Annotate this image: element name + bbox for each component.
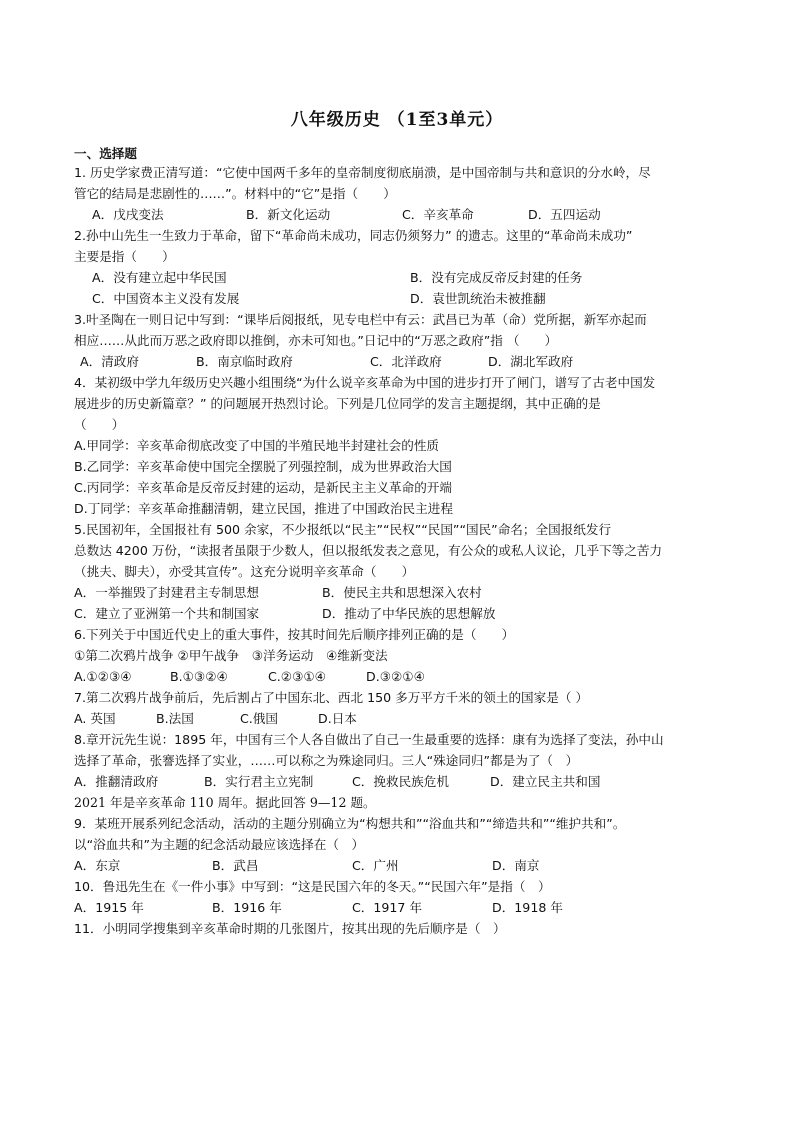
question-1-option-c: C．辛亥革命 bbox=[402, 207, 474, 222]
question-6-option-b: B.①③②④ bbox=[170, 669, 228, 684]
question-4-option-a: A.甲同学：辛亥革命彻底改变了中国的半殖民地半封建社会的性质 bbox=[74, 438, 440, 453]
question-6-option-d: D.③②①④ bbox=[366, 669, 425, 684]
question-6-stem-line-1: 6.下列关于中国近代史上的重大事件，按其时间先后顺序排列正确的是（ ） bbox=[74, 627, 515, 642]
question-5-option-c: C．建立了亚洲第一个共和制国家 bbox=[74, 606, 260, 621]
question-5-stem-line-2: 总数达 4200 万份，“读报者虽限于少数人，但以报纸发表之意见，有公众的或私人议论，几乎下等之苦力 bbox=[74, 543, 663, 558]
question-7-option-d: D.日本 bbox=[318, 711, 357, 726]
question-7-option-a: A. 英国 bbox=[74, 711, 116, 726]
question-6-option-a: A.①②③④ bbox=[74, 669, 132, 684]
question-6-option-c: C.②③①④ bbox=[268, 669, 326, 684]
question-10-option-c: C．1917 年 bbox=[352, 900, 423, 915]
question-4-option-b: B.乙同学：辛亥革命使中国完全摆脱了列强控制，成为世界政治大国 bbox=[74, 459, 452, 474]
question-3-option-b: B．南京临时政府 bbox=[196, 354, 293, 369]
question-10-option-b: B．1916 年 bbox=[212, 900, 282, 915]
question-5-option-d: D．推动了中华民族的思想解放 bbox=[322, 606, 496, 621]
question-4-stem-line-2: 展进步的历史新篇章？” 的问题展开热烈讨论。下列是几位同学的发言主题提纲，其中正确的是 bbox=[74, 396, 601, 411]
question-7-option-b: B.法国 bbox=[156, 711, 194, 726]
question-3-stem-line-2: 相应……从此而万恶之政府即以推倒，亦未可知也。”日记中的“万恶之政府”指 （ ） bbox=[74, 333, 558, 348]
question-8-option-b: B．实行君主立宪制 bbox=[204, 774, 314, 789]
question-2-option-c: C．中国资本主义没有发展 bbox=[92, 291, 240, 306]
question-8-stem-line-1: 8.章开沅先生说：1895 年，中国有三个人各自做出了自己一生最重要的选择：康有为选择了变法，孙中山 bbox=[74, 732, 664, 747]
question-1-stem-line-1: 1. 历史学家费正清写道：“它使中国两千多年的皇帝制度彻底崩溃，是中国帝制与共和意识的分水岭，尽 bbox=[74, 165, 651, 180]
question-9-option-c: C．广州 bbox=[352, 858, 399, 873]
question-8-stem-line-2: 选择了革命，张謇选择了实业，……可以称之为殊途同归。三人“殊途同归”都是为了（ ） bbox=[74, 753, 579, 768]
question-7-stem-line-1: 7.第二次鸦片战争前后，先后割占了中国东北、西北 150 多万平方千米的领土的国家是（ ） bbox=[74, 690, 589, 705]
question-1-option-b: B．新文化运动 bbox=[246, 207, 331, 222]
question-3-option-c: C．北洋政府 bbox=[370, 354, 442, 369]
question-8-option-a: A．推翻清政府 bbox=[74, 774, 159, 789]
question-2-stem-line-2: 主要是指（ ） bbox=[74, 249, 175, 264]
question-1-stem-line-2: 管它的结局是悲剧性的……”。材料中的“它”是指（ ） bbox=[74, 186, 396, 201]
question-1-option-a: A．戊戌变法 bbox=[92, 207, 164, 222]
question-5-option-b: B．使民主共和思想深入农村 bbox=[322, 585, 482, 600]
question-9-option-a: A．东京 bbox=[74, 858, 121, 873]
question-8-option-c: C．挽救民族危机 bbox=[352, 774, 449, 789]
question-2-option-a: A．没有建立起中华民国 bbox=[92, 270, 227, 285]
question-4-option-d: D.丁同学：辛亥革命推翻清朝，建立民国，推进了中国政治民主进程 bbox=[74, 501, 453, 516]
group-intro: 2021 年是辛亥革命 110 周年。据此回答 9—12 题。 bbox=[74, 795, 376, 810]
question-7-option-c: C.俄国 bbox=[240, 711, 278, 726]
question-2-stem-line-1: 2.孙中山先生一生致力于革命，留下“革命尚未成功，同志仍须努力” 的遗志。这里的“革命尚未成功” bbox=[74, 228, 633, 243]
question-9-stem-line-2: 以“浴血共和”为主题的纪念活动最应该选择在（ ） bbox=[74, 837, 365, 852]
question-2-option-b: B．没有完成反帝反封建的任务 bbox=[410, 270, 583, 285]
question-10-stem-line-1: 10．鲁迅先生在《一件小事》中写到：“这是民国六年的冬天。”“民国六年”是指（ ） bbox=[74, 879, 551, 894]
question-10-option-d: D．1918 年 bbox=[492, 900, 563, 915]
question-9-option-d: D．南京 bbox=[492, 858, 540, 873]
question-3-stem-line-1: 3.叶圣陶在一则日记中写到：“课毕后阅报纸，见专电栏中有云：武昌已为革（命）党所据，新军亦起而 bbox=[74, 312, 647, 327]
question-5-stem-line-1: 5.民国初年，全国报社有 500 余家，不少报纸以“民主”“民权”“民国”“国民”命名；全国报纸发行 bbox=[74, 522, 612, 537]
question-3-option-d: D．湖北军政府 bbox=[488, 354, 574, 369]
question-10-option-a: A．1915 年 bbox=[74, 900, 144, 915]
question-2-option-d: D．袁世凯统治未被推翻 bbox=[410, 291, 546, 306]
question-4-option-c: C.丙同学：辛亥革命是反帝反封建的运动，是新民主主义革命的开端 bbox=[74, 480, 453, 495]
question-9-stem-line-1: 9．某班开展系列纪念活动，活动的主题分别确立为“构想共和”“浴血共和”“缔造共和”“维护共和”。 bbox=[74, 816, 626, 831]
question-8-option-d: D．建立民主共和国 bbox=[490, 774, 601, 789]
question-5-option-a: A．一举摧毁了封建君主专制思想 bbox=[74, 585, 259, 600]
section-heading: 一、选择题 bbox=[74, 146, 137, 161]
question-4-stem-line-1: 4．某初级中学九年级历史兴趣小组围绕“为什么说辛亥革命为中国的进步打开了闸门，谱写了古老中国发 bbox=[74, 375, 656, 390]
question-11-stem-line-1: 11．小明同学搜集到辛亥革命时期的几张图片，按其出现的先后顺序是（ ） bbox=[74, 921, 506, 936]
question-9-option-b: B．武昌 bbox=[212, 858, 259, 873]
question-4-stem-line-3: （ ） bbox=[74, 417, 125, 432]
question-3-option-a: A．清政府 bbox=[80, 354, 139, 369]
question-1-option-d: D．五四运动 bbox=[528, 207, 601, 222]
question-5-stem-line-3: （挑夫、脚夫），亦受其宣传”。这充分说明辛亥革命（ ） bbox=[74, 564, 415, 579]
question-6-stem-line-2: ①第二次鸦片战争 ②甲午战争 ③洋务运动 ④维新变法 bbox=[74, 648, 388, 663]
page-title: 八年级历史 （1至3单元） bbox=[290, 110, 504, 130]
